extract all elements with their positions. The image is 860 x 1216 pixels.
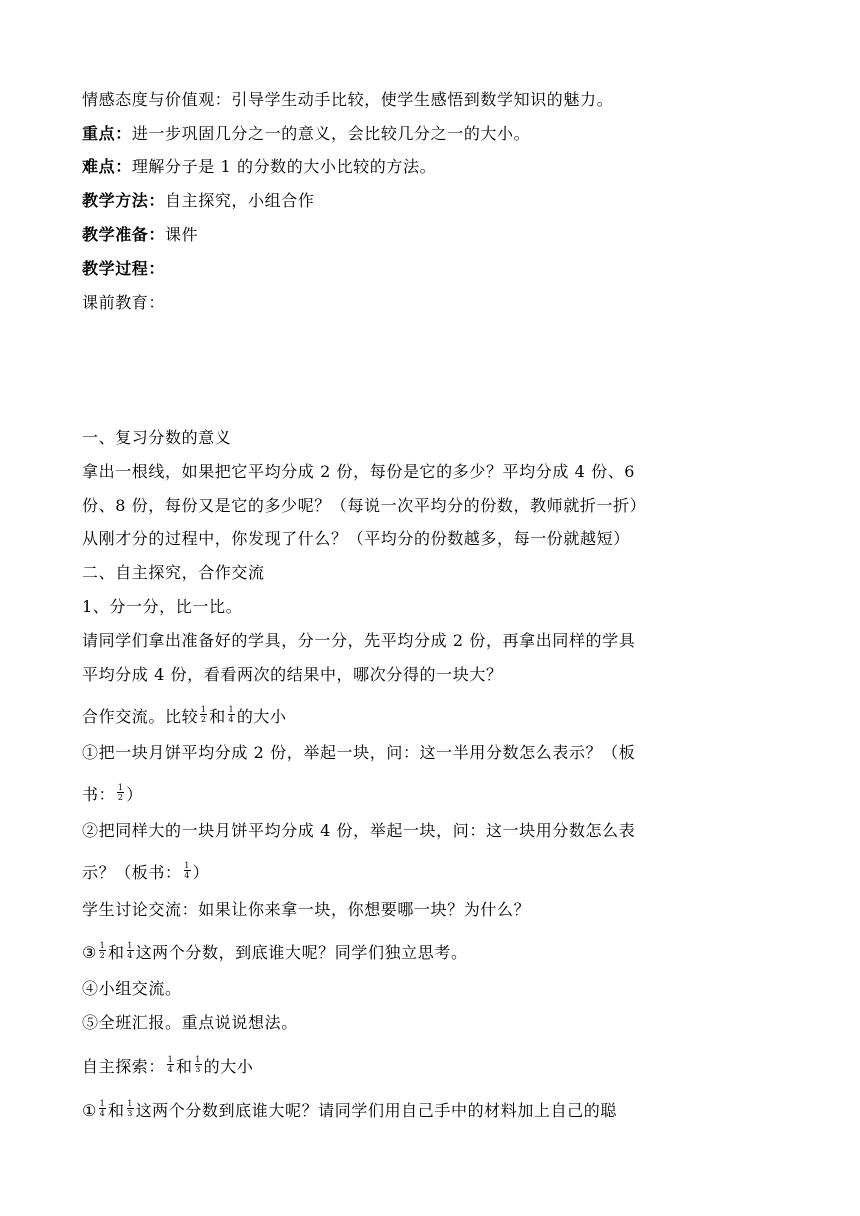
text-span: 示？（板书： — [82, 863, 182, 882]
text-span: 和 — [107, 1101, 125, 1120]
paragraph-line: 学生讨论交流：如果让你来拿一块，你想要哪一块？为什么？ — [82, 900, 531, 919]
compare-line — [82, 706, 287, 728]
paragraph-line: 拿出一根线，如果把它平均分成 2 份，每份是它的多少？平均分成 4 份、6 — [82, 462, 636, 481]
key-point-label: 重点： — [82, 124, 132, 143]
fraction-half: $\frac{1}{2}$ — [200, 705, 207, 724]
section-one-heading: 一、复习分数的意义 — [82, 428, 232, 447]
difficult-point-text: 理解分子是 1 的分数的大小比较的方法。 — [131, 157, 437, 176]
fraction-quarter: $\frac{1}{4}$ — [184, 861, 190, 880]
teaching-method-text: 自主探究，小组合作 — [165, 191, 315, 210]
pre-class-education: 课前教育： — [82, 293, 166, 312]
text-span: 和 — [209, 707, 226, 726]
paragraph-line — [82, 784, 143, 806]
paragraph-line: ④小组交流。 — [82, 979, 182, 998]
paragraph-line — [82, 1100, 617, 1122]
paragraph-line: ①把一块月饼平均分成 2 份，举起一块，问：这一半用分数怎么表示？（板 — [82, 743, 636, 762]
teaching-prep-label: 教学准备： — [82, 225, 166, 244]
teaching-process-label: 教学过程： — [82, 259, 166, 278]
paragraph-line: ⑤全班汇报。重点说说想法。 — [82, 1013, 298, 1032]
text-span: 这两个分数，到底谁大呢？同学们独立思考。 — [135, 943, 468, 962]
text-span: ） — [126, 785, 143, 804]
key-point-text: 进一步巩固几分之一的意义，会比较几分之一的大小。 — [131, 124, 531, 143]
text-span: 自主探索： — [82, 1057, 166, 1076]
paragraph-line: 份、8 份，每份又是它的多少呢？（每说一次平均分的份数，教师就折一折） — [82, 496, 647, 515]
text-span: 的大小 — [236, 707, 287, 726]
fraction-quarter: $\frac{1}{4}$ — [99, 1099, 106, 1118]
section-two-heading: 二、自主探究，合作交流 — [82, 563, 265, 582]
fraction-half: $\frac{1}{2}$ — [117, 783, 124, 802]
text-span: 和 — [107, 943, 125, 962]
fraction-third: $\frac{1}{3}$ — [195, 1055, 201, 1074]
paragraph-line: ②把同样大的一块月饼平均分成 4 份，举起一块，问：这一块用分数怎么表 — [82, 821, 636, 840]
text-span: 和 — [176, 1057, 193, 1076]
text-span: ） — [192, 863, 210, 882]
teaching-method — [82, 190, 314, 212]
teaching-prep — [82, 224, 198, 246]
fraction-quarter: $\frac{1}{4}$ — [167, 1055, 174, 1074]
fraction-quarter: $\frac{1}{4}$ — [127, 941, 133, 960]
fraction-quarter: $\frac{1}{4}$ — [228, 705, 235, 724]
fraction-half: $\frac{1}{2}$ — [99, 941, 106, 960]
paragraph-line: 从刚才分的过程中，你发现了什么？（平均分的份数越多，每一份就越短） — [82, 529, 630, 548]
difficult-point-label: 难点： — [82, 157, 132, 176]
text-span: ③ — [82, 943, 97, 962]
paragraph-line: 请同学们拿出准备好的学具，分一分，先平均分成 2 份，再拿出同样的学具 — [82, 631, 636, 650]
text-span: 书： — [82, 785, 116, 804]
subsection-heading: 1、分一分，比一比。 — [82, 597, 243, 616]
teaching-method-label: 教学方法： — [82, 191, 166, 210]
text-span: ① — [82, 1101, 97, 1120]
teaching-process — [82, 258, 165, 280]
paragraph-line — [82, 942, 468, 964]
explore-line — [82, 1056, 253, 1078]
paragraph-line: 平均分成 4 份，看看两次的结果中，哪次分得的一块大？ — [82, 665, 503, 684]
fraction-third: $\frac{1}{3}$ — [127, 1099, 133, 1118]
text-span: 合作交流。比较 — [82, 707, 199, 726]
teaching-prep-text: 课件 — [165, 225, 199, 244]
difficult-point — [82, 156, 436, 178]
paragraph-line — [82, 862, 209, 884]
text-span: 的大小 — [203, 1057, 254, 1076]
key-point — [82, 123, 530, 145]
text-span: 这两个分数到底谁大呢？请同学们用自己手中的材料加上自己的聪 — [135, 1101, 617, 1120]
goal-emotion: 情感态度与价值观：引导学生动手比较，使学生感悟到数学知识的魅力。 — [82, 90, 614, 109]
